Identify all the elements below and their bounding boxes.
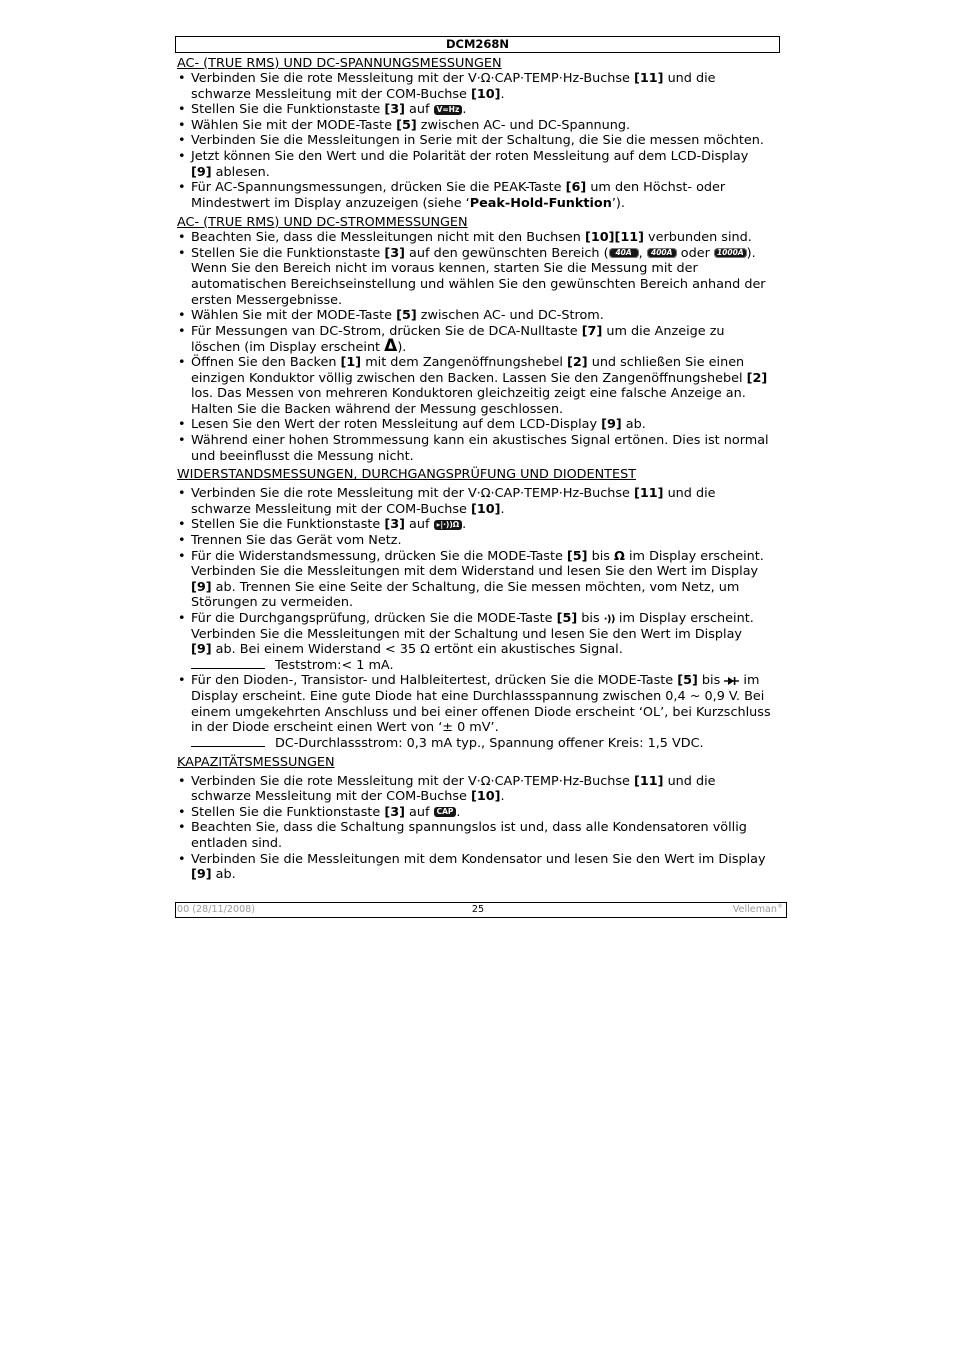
list-item: [191, 180, 787, 211]
text-run: Für Messungen van DC-Strom, drücken Sie de DCA-Nulltaste: [191, 323, 582, 339]
range-1000a-icon: 1000A: [714, 248, 747, 258]
bold-reference: [11]: [633, 486, 664, 502]
range-40a-icon: 40A: [609, 248, 639, 258]
bold-reference: [11]: [633, 71, 664, 87]
text-run: schwarze Messleitung mit der COM-Buchse: [191, 86, 471, 102]
text-run: Für AC-Spannungsmessungen, drücken Sie die PEAK-Taste: [191, 180, 566, 196]
text-run: Verbinden Sie die Messleitungen in Serie mit der Schaltung, die Sie die messen möchten.: [191, 133, 764, 149]
text-line: [191, 277, 787, 293]
text-line: [191, 417, 787, 433]
bold-reference: [10]: [471, 86, 501, 102]
text-line: [191, 852, 787, 868]
text-line: [191, 580, 787, 596]
page-number: 25: [471, 904, 485, 915]
text-line: [191, 658, 787, 674]
list-item: [191, 533, 787, 549]
text-run: ).: [397, 340, 407, 356]
text-run: um den Höchst- oder: [586, 180, 726, 196]
section: [177, 755, 787, 883]
text-line: [191, 517, 787, 533]
text-run: ab. Trennen Sie eine Seite der Schaltung, die Sie messen möchten, vom Netz, um: [211, 579, 740, 595]
text-run: DC-Durchlassstrom: 0,3 mA typ., Spannung offener Kreis: 1,5 VDC.: [275, 735, 704, 751]
text-run: Für die Durchgangsprüfung, drücken Sie die MODE-Taste: [191, 611, 557, 627]
list-item: [191, 611, 787, 673]
text-run: um die Anzeige zu: [602, 323, 725, 339]
footer-box: [175, 902, 787, 918]
text-line: [191, 805, 787, 821]
text-run: .: [500, 86, 505, 102]
section-title: KAPAZITÄTSMESSUNGEN: [177, 754, 335, 770]
text-run: ’).: [611, 195, 625, 211]
text-run: im Display erscheint.: [624, 548, 764, 564]
text-run: Verbinden Sie die Messleitungen mit dem Widerstand und lesen Sie den Wert im Display: [191, 564, 759, 580]
bold-reference: [3]: [384, 102, 405, 118]
text-run: oder: [676, 245, 714, 261]
diode-icon: [724, 676, 739, 686]
text-run: Beachten Sie, dass die Schaltung spannungslos ist und, dass alle Kondensatoren völlig: [191, 820, 747, 836]
brand-name: Velleman: [732, 904, 777, 915]
text-line: [191, 549, 787, 565]
text-run: ersten Messergebnisse.: [191, 292, 343, 308]
text-line: [191, 689, 787, 705]
text-run: einem umgekehrten Anschluss und bei einer offenen Diode erscheint ‘OL’, bei Kurzschluss: [191, 704, 771, 720]
list-item: [191, 774, 787, 805]
text-run: auf: [404, 102, 434, 118]
section-title: AC- (TRUE RMS) UND DC-SPANNUNGSMESSUNGEN: [177, 55, 502, 71]
bold-reference: [11]: [633, 773, 664, 789]
section: [177, 215, 787, 465]
bold-reference: [7]: [581, 323, 603, 339]
bold-reference: [2]: [746, 370, 768, 386]
text-run: ablesen.: [211, 164, 270, 180]
text-run: ab.: [621, 417, 646, 433]
text-run: und schließen Sie einen: [587, 354, 745, 370]
bold-reference: [9]: [601, 417, 622, 433]
text-line: [191, 705, 787, 721]
brand: [733, 903, 783, 917]
bold-reference: [1]: [340, 354, 362, 370]
text-line: [191, 293, 787, 309]
list-item: [191, 820, 787, 851]
text-line: [191, 642, 787, 658]
text-run: Teststrom:< 1 mA.: [275, 657, 394, 673]
revision-date: 00 (28/11/2008): [177, 904, 256, 915]
text-run: bis: [697, 673, 725, 689]
bullet-list: [177, 230, 787, 464]
text-run: ,: [638, 245, 647, 261]
text-line: [191, 196, 787, 212]
list-item: [191, 417, 787, 433]
list-item: [191, 230, 787, 246]
text-run: und die: [663, 486, 716, 502]
text-run: löschen (im Display erscheint: [191, 340, 385, 356]
text-line: [191, 449, 787, 465]
text-line: [191, 118, 787, 134]
text-run: Lesen Sie den Wert der roten Messleitung auf dem LCD-Display: [191, 417, 602, 433]
list-item: [191, 517, 787, 533]
note-rule: [191, 746, 265, 747]
text-run: ab. Bei einem Widerstand < 35 Ω ertönt ein akustisches Signal.: [211, 642, 623, 658]
text-run: zwischen AC- und DC-Spannung.: [416, 117, 631, 133]
continuity-icon: ·)): [603, 614, 615, 626]
text-run: Wenn Sie den Bereich nicht im voraus kennen, starten Sie die Messung mit der: [191, 261, 698, 277]
diode-continuity-ohm-function-icon: ▸|·))Ω: [434, 520, 463, 530]
text-run: Öffnen Sie den Backen: [191, 354, 341, 370]
text-run: Verbinden Sie die rote Messleitung mit der V·Ω·CAP·TEMP·Hz-Buchse: [191, 71, 634, 87]
text-run: .: [500, 501, 505, 517]
text-line: [191, 386, 787, 402]
text-line: [191, 627, 787, 643]
text-run: Halten Sie die Backen während der Messung geschlossen.: [191, 401, 564, 417]
list-item: [191, 118, 787, 134]
text-run: einzigen Konduktor völlig zwischen den Backen. Lassen Sie den Zangenöffnungshebel: [191, 370, 747, 386]
text-run: mit dem Zangenöffnungshebel: [361, 354, 568, 370]
text-line: [191, 402, 787, 418]
text-run: im Display erscheint.: [614, 611, 754, 627]
text-run: Stellen Sie die Funktionstaste: [191, 517, 385, 533]
list-item: [191, 355, 787, 417]
text-run: .: [456, 804, 461, 820]
text-line: [191, 336, 787, 357]
text-line: [191, 355, 787, 371]
text-run: Verbinden Sie die rote Messleitung mit der V·Ω·CAP·TEMP·Hz-Buchse: [191, 486, 634, 502]
bullet-list: [177, 486, 787, 751]
text-run: Jetzt können Sie den Wert und die Polarität der roten Messleitung auf dem LCD-Display: [191, 149, 749, 165]
text-line: [191, 673, 787, 689]
text-run: .: [462, 102, 467, 118]
text-run: Beachten Sie, dass die Messleitungen nicht mit den Buchsen: [191, 230, 585, 246]
list-item: [191, 308, 787, 324]
section-title: WIDERSTANDSMESSUNGEN, DURCHGANGSPRÜFUNG UND DIODENTEST: [177, 467, 637, 483]
voltage-hz-function-icon: V≂Hz: [434, 105, 463, 115]
section: [177, 56, 787, 212]
text-run: auf: [404, 517, 434, 533]
text-line: [191, 165, 787, 181]
text-run: und die: [663, 773, 716, 789]
text-line: [191, 230, 787, 246]
list-item: [191, 71, 787, 102]
text-run: .: [500, 789, 505, 805]
bold-reference: [9]: [191, 642, 212, 658]
text-run: bis: [587, 548, 615, 564]
bullet-list: [177, 71, 787, 211]
header-box: [175, 36, 780, 53]
text-run: Verbinden Sie die Messleitungen mit dem Kondensator und lesen Sie den Wert im Display: [191, 851, 766, 867]
page-content: [177, 56, 787, 883]
relative-delta-icon: Δ: [384, 336, 398, 357]
text-line: [191, 502, 787, 518]
bold-reference: [9]: [191, 867, 212, 883]
section: [177, 467, 787, 751]
text-line: [191, 789, 787, 805]
text-line: [191, 867, 787, 883]
text-line: [191, 433, 787, 449]
list-item: [191, 549, 787, 611]
text-run: Stellen Sie die Funktionstaste: [191, 804, 385, 820]
text-run: auf: [404, 804, 434, 820]
list-item: [191, 324, 787, 355]
section-title: AC- (TRUE RMS) UND DC-STROMMESSUNGEN: [177, 214, 468, 230]
text-line: [191, 308, 787, 324]
list-item: [191, 805, 787, 821]
list-item: [191, 246, 787, 308]
text-run: los. Das Messen von mehreren Konduktoren gleichzeitig zeigt eine falsche Anzeige an.: [191, 386, 746, 402]
text-line: [191, 102, 787, 118]
bold-reference: Ω: [614, 548, 625, 564]
registered-mark: ®: [777, 903, 783, 910]
text-run: schwarze Messleitung mit der COM-Buchse: [191, 501, 471, 517]
bold-reference: [5]: [396, 308, 417, 324]
text-run: Stellen Sie die Funktionstaste: [191, 245, 385, 261]
text-run: Display erscheint. Eine gute Diode hat eine Durchlassspannung zwischen 0,4 ~ 0,9 V. Bei: [191, 689, 765, 705]
capacitance-function-icon: CAP: [434, 807, 457, 817]
text-line: [191, 533, 787, 549]
range-400a-icon: 400A: [647, 248, 677, 258]
text-run: Während einer hohen Strommessung kann ein akustisches Signal ertönen. Dies ist normal: [191, 432, 769, 448]
text-run: bis: [577, 611, 604, 627]
text-run: schwarze Messleitung mit der COM-Buchse: [191, 789, 471, 805]
text-run: Mindestwert im Display anzuzeigen (siehe ‘: [191, 195, 470, 211]
text-run: Wählen Sie mit der MODE-Taste: [191, 308, 397, 324]
text-line: [191, 246, 787, 262]
bold-reference: Peak-Hold-Funktion: [469, 195, 612, 211]
text-run: in der Diode erscheint einen Wert von ‘± 0 mV’.: [191, 720, 499, 736]
text-run: ).: [746, 245, 756, 261]
bold-reference: [3]: [384, 517, 405, 533]
bold-reference: [3]: [384, 804, 405, 820]
text-run: entladen sind.: [191, 835, 283, 851]
bullet-list: [177, 774, 787, 883]
text-line: [191, 720, 787, 736]
bold-reference: [5]: [566, 548, 588, 564]
text-run: Verbinden Sie die rote Messleitung mit der V·Ω·CAP·TEMP·Hz-Buchse: [191, 773, 634, 789]
text-run: im: [739, 673, 760, 689]
text-line: [191, 820, 787, 836]
bold-reference: [10]: [471, 501, 501, 517]
list-item: [191, 149, 787, 180]
bold-reference: [5]: [556, 611, 578, 627]
bold-reference: [6]: [565, 180, 587, 196]
bold-reference: [2]: [567, 354, 588, 370]
text-run: .: [462, 517, 467, 533]
list-item: [191, 673, 787, 751]
text-line: [191, 87, 787, 103]
note-rule: [191, 668, 265, 669]
list-item: [191, 433, 787, 464]
text-run: und die: [663, 71, 716, 87]
text-line: [191, 564, 787, 580]
text-run: auf den gewünschten Bereich (: [404, 245, 609, 261]
text-run: und beeinflusst die Messung nicht.: [191, 448, 414, 464]
bold-reference: [9]: [191, 579, 212, 595]
text-run: ab.: [211, 867, 236, 883]
text-run: Stellen Sie die Funktionstaste: [191, 102, 385, 118]
text-run: verbunden sind.: [643, 230, 752, 246]
text-line: [191, 774, 787, 790]
text-line: [191, 133, 787, 149]
bold-reference: [3]: [384, 245, 405, 261]
text-line: [191, 736, 787, 752]
text-line: [191, 324, 787, 340]
text-line: [191, 371, 787, 387]
bold-reference: [5]: [396, 117, 417, 133]
text-run: Für die Widerstandsmessung, drücken Sie die MODE-Taste: [191, 548, 567, 564]
text-run: zwischen AC- und DC-Strom.: [416, 308, 604, 324]
text-run: Verbinden Sie die Messleitungen mit der Schaltung und lesen Sie den Wert im Display: [191, 626, 743, 642]
list-item: [191, 102, 787, 118]
text-run: Für den Dioden-, Transistor- und Halbleitertest, drücken Sie die MODE-Taste: [191, 673, 678, 689]
list-item: [191, 133, 787, 149]
list-item: [191, 486, 787, 517]
model-title: DCM268N: [445, 37, 510, 51]
text-line: [191, 261, 787, 277]
text-line: [191, 71, 787, 87]
text-run: Störungen zu vermeiden.: [191, 595, 354, 611]
text-line: [191, 180, 787, 196]
text-line: [191, 836, 787, 852]
text-line: [191, 611, 787, 627]
bold-reference: [5]: [677, 673, 698, 689]
text-line: [191, 149, 787, 165]
text-line: [191, 595, 787, 611]
list-item: [191, 852, 787, 883]
bold-reference: [10][11]: [584, 230, 644, 246]
bold-reference: [10]: [471, 789, 501, 805]
text-line: [191, 486, 787, 502]
text-run: Wählen Sie mit der MODE-Taste: [191, 117, 397, 133]
text-run: Trennen Sie das Gerät vom Netz.: [191, 533, 402, 549]
bold-reference: [9]: [191, 164, 212, 180]
text-run: automatischen Bereichseinstellung und wählen Sie den gewünschten Bereich anhand der: [191, 277, 766, 292]
